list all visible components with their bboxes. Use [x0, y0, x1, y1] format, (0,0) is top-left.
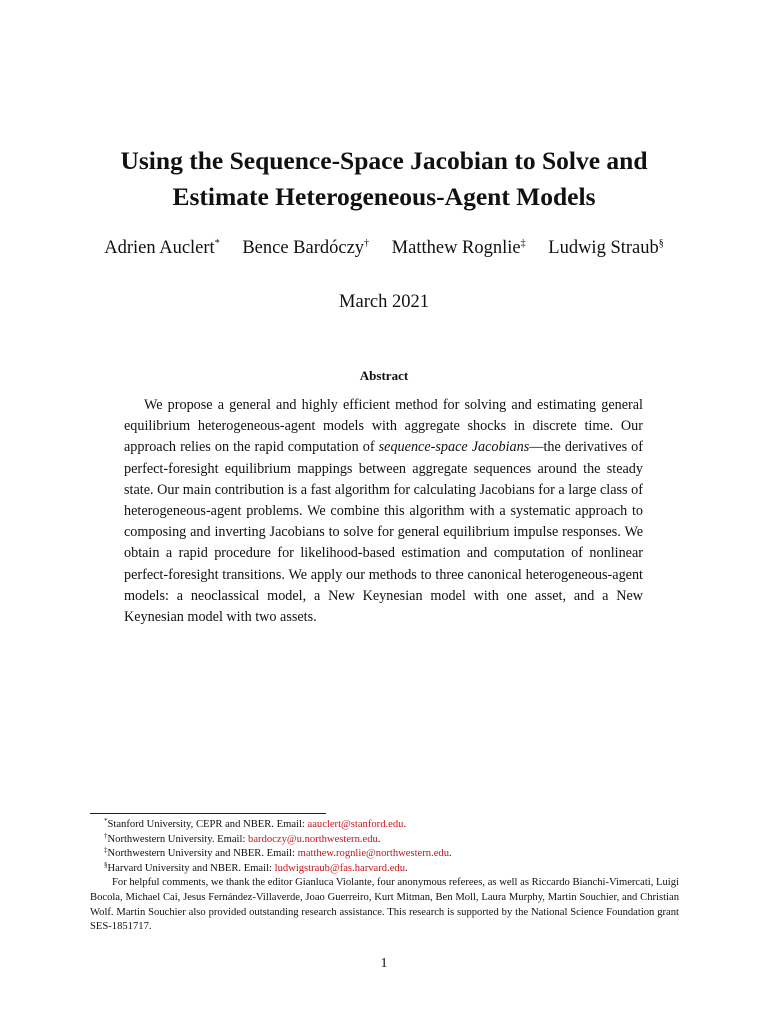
- footnote-end: .: [449, 848, 452, 860]
- footnote-text: Harvard University and NBER. Email:: [107, 862, 275, 874]
- abstract-heading: Abstract: [359, 368, 409, 383]
- author-footnote-mark: ‡: [520, 238, 526, 249]
- acknowledgment-footnote: For helpful comments, we thank the editor Gianluca Violante, four anonymous referees, as well as Riccardo Bianchi-Vimercati, Luigi Bocola, Michael Cai, Jesus Fernández-Villaverde, Joao Guerreiro, Kurt Mitman, Ben Moll, Laura Murphy, Martin Souchier, and Christian Wolf. Martin Souchier also provided outstanding research assistance. This research is supported by the National Science Foundation grant SES-1851717.: [90, 877, 679, 933]
- author-list: [40, 236, 728, 260]
- footnote-rule: [90, 813, 326, 814]
- abstract-emphasis: sequence-space Jacobians: [378, 439, 530, 456]
- title-line-1: Using the Sequence-Space Jacobian to Solve and: [120, 146, 648, 175]
- paper-title: [40, 143, 728, 215]
- email-link-rognlie[interactable]: matthew.rognlie@northwestern.edu: [297, 848, 450, 860]
- author-footnote-mark: †: [364, 238, 370, 249]
- email-link-auclert[interactable]: aauclert@stanford.edu: [307, 819, 404, 830]
- footnotes: [90, 818, 679, 935]
- title-line-2: Estimate Heterogeneous-Agent Models: [172, 182, 596, 211]
- email-link-straub[interactable]: ludwigstraub@fas.harvard.edu: [274, 862, 405, 874]
- footnote-mark: ‡: [104, 846, 108, 855]
- author-footnote-mark: §: [658, 238, 664, 249]
- footnote-end: .: [377, 833, 381, 845]
- footnote-auclert: [90, 818, 679, 833]
- footnote-end: .: [405, 862, 408, 874]
- footnote-text: Northwestern University and NBER. Email:: [107, 848, 298, 860]
- author-name: Bence Bardóczy: [242, 238, 365, 258]
- author-auclert: [104, 236, 219, 260]
- footnote-straub: [90, 862, 679, 877]
- footnote-mark: §: [104, 860, 108, 869]
- footnote-end: .: [403, 819, 407, 830]
- abstract-text: [124, 395, 643, 628]
- author-name: Adrien Auclert: [104, 238, 215, 258]
- author-footnote-mark: *: [214, 238, 220, 249]
- footnote-mark: *: [104, 817, 108, 825]
- author-rognlie: [392, 236, 526, 260]
- abstract-text-end: —the derivatives of perfect-foresight equilibrium mappings between aggregate sequences around the steady state. Our main contribution is a fast algorithm for calculating Jacobians for a large class of heterogeneous-agent problems. We combine this algorithm with a systematic approach to composing and inverting Jacobians to solve for general equilibrium impulse responses. We obtain a rapid procedure for likelihood-based estimation and computation of nonlinear perfect-foresight transitions. We apply our methods to three canonical heterogeneous-agent models: a neoclassical model, a New Keynesian model with one asset, and a New Keynesian model with two assets.: [124, 439, 643, 626]
- abstract-text-start: We propose a general and highly efficient method for solving and estimating general equilibrium heterogeneous-agent models with aggregate shocks in discrete time. Our approach relies on the rapid computation of: [124, 397, 643, 456]
- page-number: 1: [380, 956, 388, 971]
- publication-date: March 2021: [339, 292, 429, 312]
- footnote-text: Northwestern University. Email:: [107, 833, 249, 845]
- footnote-bardoczy: [90, 833, 679, 848]
- footnote-rognlie: [90, 847, 679, 862]
- author-straub: [548, 236, 663, 260]
- author-name: Matthew Rognlie: [391, 238, 521, 258]
- email-link-bardoczy[interactable]: bardoczy@u.northwestern.edu: [248, 833, 378, 845]
- author-name: Ludwig Straub: [548, 238, 659, 258]
- author-bardoczy: [242, 236, 369, 260]
- footnote-text: Stanford University, CEPR and NBER. Email:: [107, 819, 308, 830]
- footnote-mark: †: [104, 831, 108, 840]
